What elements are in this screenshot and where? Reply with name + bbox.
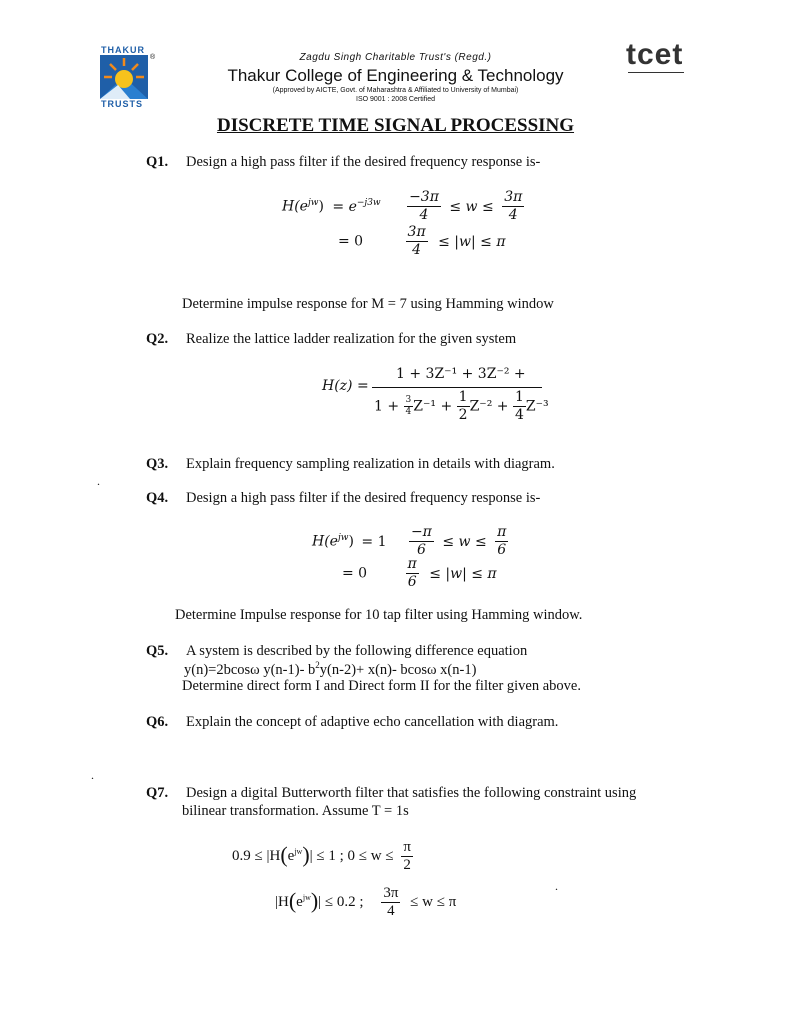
question-number: Q2.: [146, 331, 169, 347]
q1-equation-2: [338, 225, 506, 258]
question-1: [146, 154, 540, 171]
eq-fraction-lower: $\frac{-\pi}{6}$: [410, 524, 432, 558]
question-number: Q3.: [146, 456, 169, 472]
question-number: Q5.: [146, 643, 169, 659]
tf-lhs: H(z) =: [322, 378, 369, 394]
question-text: Explain the concept of adaptive echo cancellation with diagram.: [186, 714, 559, 730]
question-text: Design a digital Butterworth filter that satisfies the following constraint using: [186, 785, 637, 801]
stray-dot: .: [97, 474, 100, 488]
question-6: [146, 714, 558, 731]
question-number: Q6.: [146, 714, 169, 730]
eq-fraction-upper: $\frac{\pi}{6}$: [497, 524, 507, 558]
q7-constraint-1: $0.9 \le |H(e^{jw})| \le 1$ ; 0 ≤ w ≤ $\frac{\pi}{2}$: [232, 839, 411, 873]
eq-sup: jw: [307, 197, 319, 208]
page-title: DISCRETE TIME SIGNAL PROCESSING: [216, 115, 575, 136]
q5-follow-text: Determine direct form I and Direct form II for the filter given above.: [182, 678, 581, 694]
eq-fraction: $\frac{\pi}{6}$: [407, 556, 417, 590]
tcet-logo-underline: [628, 72, 684, 73]
question-text: A system is described by the following difference equation: [186, 643, 528, 659]
eq-mid: ≤ w ≤: [442, 533, 487, 550]
question-2: [146, 331, 516, 348]
stray-dot: .: [555, 879, 558, 893]
tf-denominator: 1 + $\frac{3}{4}$ Z⁻¹ + $\frac{1}{2}$ Z⁻² + $\frac{1}{4}$ Z⁻³: [374, 389, 549, 423]
constraint-fraction: $\frac{3\pi}{4}$: [383, 885, 399, 919]
iso-line: ISO 9001 : 2008 Certified: [356, 96, 435, 103]
eq-fraction-upper: $\frac{3\pi}{4}$: [504, 189, 523, 223]
eq-lhs: H(e: [282, 198, 308, 215]
header: [0, 0, 791, 112]
question-text: Realize the lattice ladder realization for the given system: [186, 331, 517, 347]
q1-follow-text: Determine impulse response for M = 7 using Hamming window: [182, 296, 554, 312]
eq-fraction-lower: $\frac{-3\pi}{4}$: [409, 189, 439, 223]
question-number: Q1.: [146, 154, 169, 170]
eq-paren: ): [348, 533, 354, 550]
question-3: [146, 456, 555, 473]
eq-lhs: = 0: [338, 233, 364, 250]
stray-dot: .: [91, 768, 94, 782]
tcet-logo: tcet: [626, 38, 684, 71]
q4-equation-2: [342, 557, 497, 590]
q4-equation-1: [312, 525, 508, 558]
question-4: [146, 490, 540, 507]
question-7: [146, 785, 636, 802]
constraint-fraction: $\frac{\pi}{2}$: [403, 839, 411, 873]
q1-equation-1: [282, 190, 524, 223]
question-5: [146, 643, 527, 660]
registered-mark: ®: [150, 54, 156, 61]
eq-mid: ≤ w ≤: [449, 198, 494, 215]
eq-rhs: ≤ |w| ≤ π: [429, 565, 497, 582]
eq-paren: ): [318, 198, 324, 215]
thakur-logo-top-text: THAKUR: [101, 45, 145, 55]
eq-rhs: = e: [332, 198, 357, 215]
eq-rhs: = 1: [361, 533, 387, 550]
question-text: Explain frequency sampling realization in details with diagram.: [186, 456, 555, 472]
question-text: Design a high pass filter if the desired frequency response is-: [186, 490, 541, 506]
q7-text-line-2: bilinear transformation. Assume T = 1s: [182, 803, 409, 819]
eq-lhs: H(e: [312, 533, 338, 550]
eq-rhs-sup: −j3w: [356, 197, 381, 208]
q5-difference-equation: y(n)=2bcosω y(n-1)- $b^2y(n-2)+ x(n)-$ bcosω x(n-1): [184, 660, 477, 678]
q7-constraint-2: $|H(e^{jw})| \le 0.2$ ; $\frac{3\pi}{4}$ ≤ w ≤ π: [275, 885, 457, 919]
q4-follow-text: Determine Impulse response for 10 tap filter using Hamming window.: [175, 607, 583, 623]
trust-line: Zagdu Singh Charitable Trust's (Regd.): [299, 52, 492, 63]
tf-numerator: 1 + 3Z⁻¹ + 3Z⁻² +: [396, 366, 526, 382]
question-text: Design a high pass filter if the desired frequency response is-: [186, 154, 541, 170]
eq-fraction: $\frac{3\pi}{4}$: [407, 224, 426, 258]
eq-lhs: = 0: [342, 565, 368, 582]
question-number: Q4.: [146, 490, 169, 506]
approval-line: (Approved by AICTE, Govt. of Maharashtra & Affiliated to University of Mumbai): [272, 87, 519, 94]
thakur-logo-bottom-text: TRUSTS: [101, 99, 143, 109]
college-name: Thakur College of Engineering & Technology: [227, 66, 564, 85]
tf-fraction-bar: [372, 387, 542, 388]
eq-rhs: ≤ |w| ≤ π: [438, 233, 506, 250]
eq-sup: jw: [337, 532, 349, 543]
question-number: Q7.: [146, 785, 169, 801]
